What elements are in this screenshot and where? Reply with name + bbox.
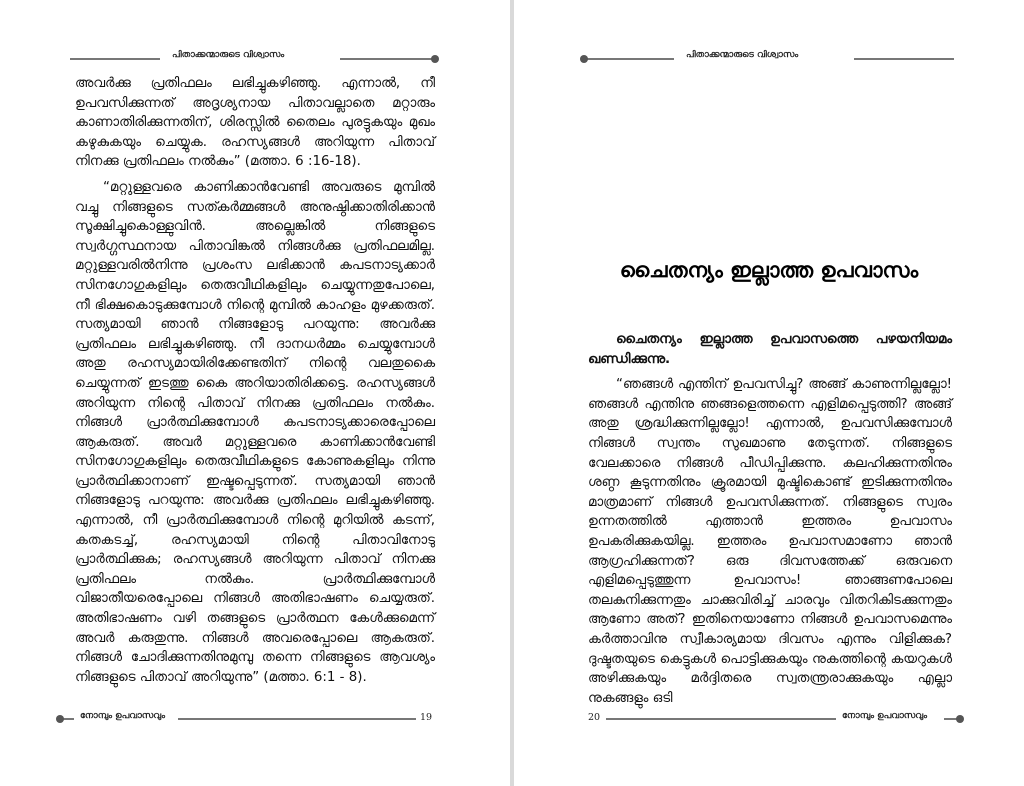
- paragraph: “ഞങ്ങൾ എന്തിന് ഉപവസിച്ചു? അങ്ങ് കാണുന്നില്ലല്ലോ! ഞങ്ങൾ എന്തിനു ഞങ്ങളെത്തന്നെ എളിമപ്പെടുത്തി? അങ്ങ് അതു ശ്രദ്ധിക്കുന്നില്ലല്ലോ! എന്നാൽ, ഉപവസിക്കുമ്പോൾ നിങ്ങൾ സ്വന്തം സുഖമാണു തേടുന്നത്. നിങ്ങളുടെ വേലക്കാരെ നിങ്ങൾ പീഡിപ്പിക്കുന്നു. കലഹിക്കുന്നതിനും ശണ്ഠ കൂടുന്നതിനും ക്രൂരമായി മുഷ്ടികൊണ്ട് ഇടിക്കുന്നതിനും മാത്രമാണ് നിങ്ങൾ ഉപവസിക്കുന്നത്. നിങ്ങളുടെ സ്വരം ഉന്നതത്തിൽ എത്താൻ ഇത്തരം ഉപവാസം ഉപകരിക്കുകയില്ല. ഇത്തരം ഉപവാസമാണോ ഞാൻ ആഗ്രഹിക്കുന്നത്? ഒരു ദിവസത്തേക്ക് ഒരുവനെ എളിമപ്പെടുത്തുന്ന ഉപവാസം! ഞാങ്ങണപോലെ തലകുനിക്കുന്നതും ചാക്കുവിരിച്ച് ചാരവും വിതറികിടക്കുന്നതും ആണോ അത്? ഇതിനെയാണോ നിങ്ങൾ ഉപവാസമെന്നും കർത്താവിനു സ്വീകാര്യമായ ദിവസം എന്നും വിളിക്കുക? ദുഷ്ടതയുടെ കെട്ടുകൾ പൊട്ടിക്കുകയും നുകത്തിന്റെ കയറുകൾ അഴിക്കുകയും മർദ്ദിതരെ സ്വതന്ത്രരാക്കുകയും എല്ലാ നുകങ്ങളും ഒടി: [588, 377, 952, 706]
- footer-rule-end-dot: [956, 715, 964, 723]
- header-rule-right-segment: [340, 58, 435, 60]
- header-rule-left-segment: [70, 58, 160, 60]
- paragraph: അവർക്കു പ്രതിഫലം ലഭിച്ചുകഴിഞ്ഞു. എന്നാൽ, നീ ഉപവസിക്കുന്നത് അദൃശ്യനായ പിതാവല്ലാതെ മറ്റാരും കാണാതിരിക്കുന്നതിന്, ശിരസ്സിൽ തൈലം പുരട്ടുകയും മുഖം കഴുകുകയും ചെയ്യുക. രഹസ്യങ്ങൾ അറിയുന്ന പിതാവ് നിനക്കു പ്രതിഫലം നൽകും” (മത്താ. 6 :16-18).: [75, 76, 435, 170]
- subheading: ചൈതന്യം ഇല്ലാത്ത ഉപവാസത്തെ പഴയനിയമം ഖണ്ഡിക്കുന്നു.: [588, 332, 952, 367]
- footer-title: നോമ്പും ഉപവാസവും: [80, 711, 165, 721]
- header-rule-right-segment: [854, 58, 954, 60]
- chapter-title: ചൈതന്യം ഇല്ലാത്ത ഉപവാസം: [619, 258, 919, 282]
- page-number: 20: [588, 712, 601, 723]
- footer-rule-start-dot: [56, 715, 64, 723]
- paragraph: “മറ്റുള്ളവരെ കാണിക്കാൻവേണ്ടി അവരുടെ മുമ്പിൽ വച്ചു നിങ്ങളുടെ സത്കർമ്മങ്ങൾ അനുഷ്ഠിക്കാതിരിക്കാൻ സൂക്ഷിച്ചുകൊള്ളുവിൻ. അല്ലെങ്കിൽ നിങ്ങളുടെ സ്വർഗ്ഗസ്ഥനായ പിതാവിങ്കൽ നിങ്ങൾക്കു പ്രതിഫലമില്ല. മറ്റുള്ളവരിൽനിന്നു പ്രശംസ ലഭിക്കാൻ കപടനാട്യക്കാർ സിനഗോഗുകളിലും തെരുവീഥികളിലും ചെയ്യുന്നതുപോലെ, നീ ഭിക്ഷകൊടുക്കുമ്പോൾ നിന്റെ മുമ്പിൽ കാഹളം മുഴക്കരുത്. സത്യമായി ഞാൻ നിങ്ങളോടു പറയുന്നു: അവർക്കു പ്രതിഫലം ലഭിച്ചുകഴിഞ്ഞു. നീ ദാനധർമ്മം ചെയ്യുമ്പോൾ അതു രഹസ്യമായിരിക്കേണ്ടതിന് നിന്റെ വലതുകൈ ചെയ്യുന്നത് ഇടത്തു കൈ അറിയാതിരിക്കട്ടെ. രഹസ്യങ്ങൾ അറിയുന്ന നിന്റെ പിതാവ് നിനക്കു പ്രതിഫലം നൽകും. നിങ്ങൾ പ്രാർത്ഥിക്കുമ്പോൾ കപടനാട്യക്കാരെപ്പോലെ ആകരുത്. അവർ മറ്റുള്ളവരെ കാണിക്കാൻവേണ്ടി സിനഗോഗുകളിലും തെരുവീഥികളുടെ കോണുകളിലും നിന്നു പ്രാർത്ഥിക്കാനാണ് ഇഷ്ടപ്പെടുന്നത്. സത്യമായി ഞാൻ നിങ്ങളോടു പറയുന്നു: അവർക്കു പ്രതിഫലം ലഭിച്ചുകഴിഞ്ഞു. എന്നാൽ, നീ പ്രാർത്ഥിക്കുമ്പോൾ നിന്റെ മുറിയിൽ കടന്ന്, കതകടച്ച്, രഹസ്യമായി നിന്റെ പിതാവിനോടു പ്രാർത്ഥിക്കുക; രഹസ്യങ്ങൾ അറിയുന്ന പിതാവ് നിനക്കു പ്രതിഫലം നൽകും. പ്രാർത്ഥിക്കുമ്പോൾ വിജാതീയരെപ്പോലെ നിങ്ങൾ അതിഭാഷണം ചെയ്യരുത്. അതിഭാഷണം വഴി തങ്ങളുടെ പ്രാർത്ഥന കേൾക്കുമെന്ന് അവർ കരുതുന്നു. നിങ്ങൾ അവരെപ്പോലെ ആകരുത്. നിങ്ങൾ ചോദിക്കുന്നതിനുമുമ്പു തന്നെ നിങ്ങളുടെ ആവശ്യം നിങ്ങളുടെ പിതാവ് അറിയുന്നു” (മത്താ. 6:1 - 8).: [75, 179, 435, 685]
- header-rule-start-dot: [580, 55, 588, 63]
- footer-title: നോമ്പും ഉപവാസവും: [842, 711, 927, 721]
- page-number: 19: [420, 712, 433, 723]
- right-page: [514, 0, 1024, 786]
- footer-rule-left-segment: [606, 718, 836, 720]
- left-page: [0, 0, 510, 786]
- header-rule-end-dot: [431, 55, 439, 63]
- footer-rule-right-segment: [178, 718, 416, 720]
- running-head: പിതാക്കന്മാരുടെ വിശ്വാസം: [172, 50, 285, 60]
- footer-rule-right-segment: [944, 718, 960, 720]
- body-text: [588, 330, 952, 708]
- header-rule-left-segment: [584, 58, 674, 60]
- footer-rule-left-segment: [60, 718, 74, 720]
- running-head: പിതാക്കന്മാരുടെ വിശ്വാസം: [686, 50, 799, 60]
- body-text: [75, 74, 435, 687]
